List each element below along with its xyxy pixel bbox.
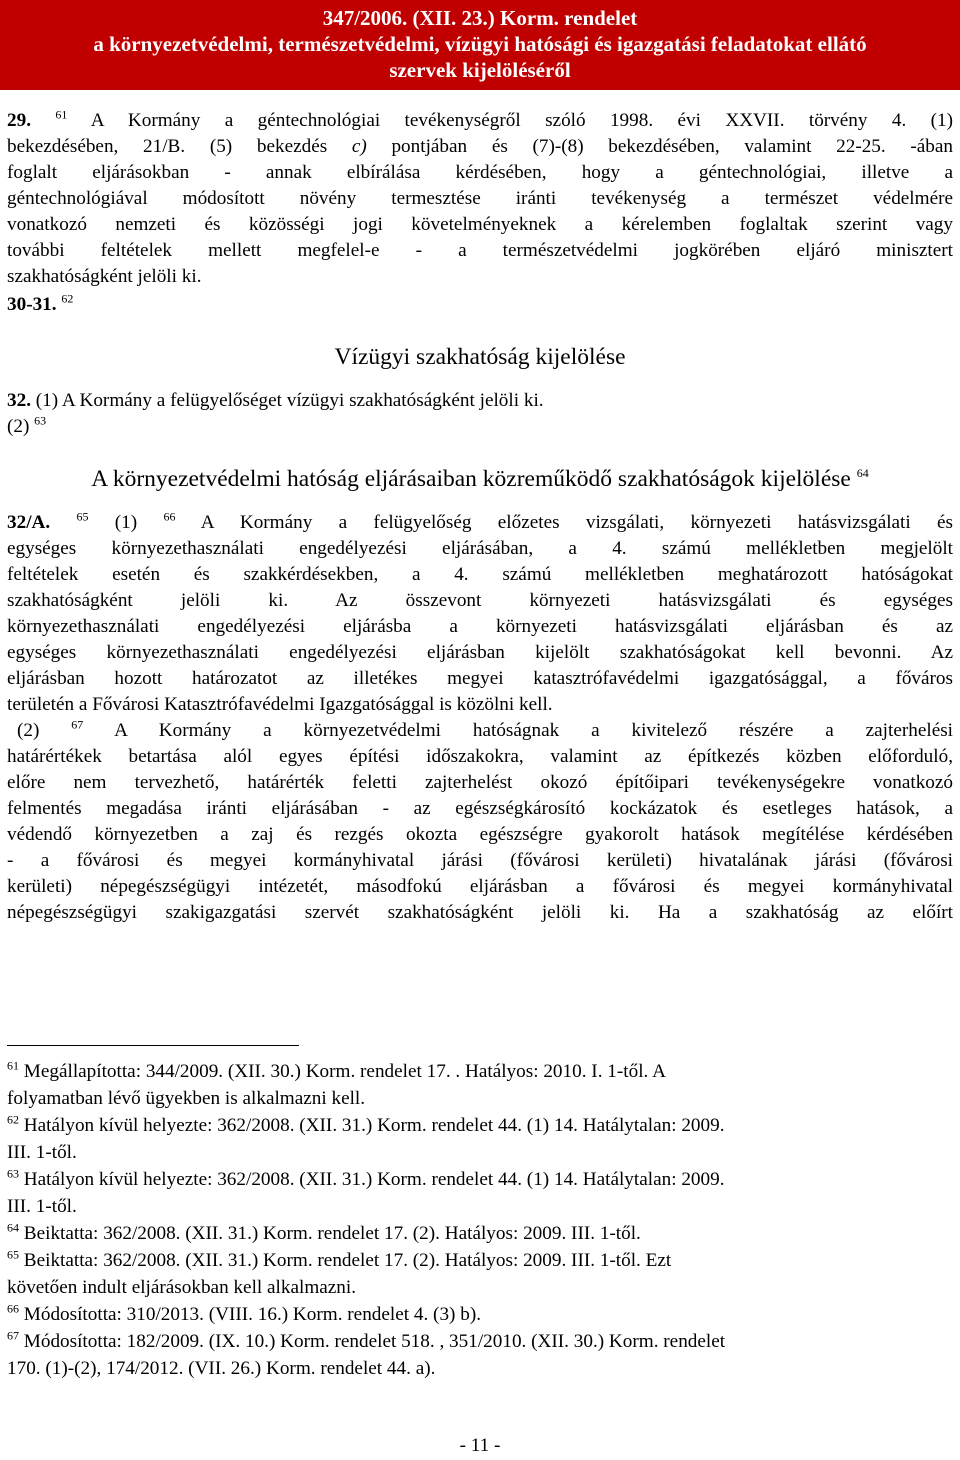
text-span: bekezdésében, 21/B. (5) bekezdés (7, 136, 352, 157)
text-span: c) (351, 136, 367, 157)
footnotes (7, 1058, 953, 1382)
footnote-text: Módosította: 182/2009. (IX. 10.) Korm. rendelet 518. , 351/2010. (XII. 30.) Korm. rendelet (23, 1331, 726, 1352)
text-line: foglalt eljárásokban - annak elbírálása kérdésében, hogy a géntechnológiai, illetve a (7, 162, 953, 183)
text-line: előre nem tervezhető, határérték feletti zajterhelést okozó építőipari tevékenységekre vonatkozó (7, 772, 953, 793)
text-line: eljárásban hozott határozatot az illetékes megyei katasztrófavédelmi igazgatósággal, a főváros (7, 668, 953, 689)
text-line: feltételek esetén és szakkérdésekben, a 4. számú mellékletben meghatározott hatóságokat (7, 564, 953, 585)
header-title: 347/2006. (XII. 23.) Korm. rendelet (322, 6, 638, 30)
section-number: 32. (7, 390, 31, 411)
footnote-number: 63 (7, 1166, 19, 1181)
footnote-number: 67 (7, 1328, 19, 1343)
footnote-ref[interactable]: 67 (71, 717, 84, 732)
text-line: egységes környezethasználati engedélyezési eljárásában, a 4. számú mellékletben megjelölt (7, 538, 953, 559)
text-span: pontjában és (7)-(8) bekezdésében, valamint 22-25. -ában (366, 136, 953, 157)
paragraph-32-2 (7, 414, 953, 440)
footnote-text: Hatályon kívül helyezte: 362/2008. (XII. 31.) Korm. rendelet 44. (1) 14. Hatálytalan: 2009. (23, 1115, 725, 1136)
section-heading: Vízügyi szakhatóság kijelölése (334, 344, 626, 370)
footnote (7, 1328, 953, 1355)
footnote (7, 1247, 953, 1274)
footnote (7, 1166, 953, 1193)
footnote (7, 1220, 953, 1247)
header-subtitle: a környezetvédelmi, természetvédelmi, vízügyi hatósági és igazgatási feladatokat ellátó (93, 32, 867, 56)
footnote (7, 1058, 953, 1085)
footnote-number: 62 (7, 1112, 19, 1127)
footnote-continuation: 170. (1)-(2), 174/2012. (VII. 26.) Korm. rendelet 44. a). (7, 1358, 436, 1379)
text-line: géntechnológiával módosított növény termesztése iránti tevékenység a természet védelmére (7, 188, 953, 209)
footnote-text: Módosította: 310/2013. (VIII. 16.) Korm. rendelet 4. (3) b). (23, 1304, 482, 1325)
paragraph-30-31 (7, 292, 953, 318)
footnote-divider (7, 1045, 299, 1046)
text-line: környezethasználati engedélyezési eljárásba a környezeti hatásvizsgálati eljárásban és az (7, 616, 953, 637)
footnote-text: Beiktatta: 362/2008. (XII. 31.) Korm. rendelet 17. (2). Hatályos: 2009. III. 1-től. Ezt (23, 1250, 672, 1271)
footnote-ref[interactable]: 63 (34, 413, 47, 428)
section-number: 32/A. (7, 512, 51, 533)
document-body (7, 108, 953, 926)
paragraph-29 (7, 108, 953, 134)
footnote-number: 64 (7, 1220, 19, 1235)
text-span: A Kormány a környezetvédelmi hatóságnak a kivitelező részére a zajterhelési (114, 720, 954, 741)
footnote-continuation: III. 1-től. (7, 1196, 77, 1217)
footnote (7, 1301, 953, 1328)
footnote-continuation: folyamatban lévő ügyekben is alkalmazni kell. (7, 1088, 366, 1109)
footnote-number: 61 (7, 1058, 19, 1073)
header-subtitle-2: szervek kijelöléséről (389, 58, 571, 82)
footnote-ref[interactable]: 61 (55, 107, 68, 122)
text-line: további feltételek mellett megfelel-e - a természetvédelmi jogkörében eljáró minisztert (7, 240, 953, 261)
footnote-ref[interactable]: 66 (163, 509, 176, 524)
text-line: - a fővárosi és megyei kormányhivatal járási (fővárosi kerületi) hivatalának járási (fővárosi (7, 850, 953, 871)
text-line (7, 134, 953, 160)
subsection-number: (1) (114, 512, 138, 533)
text-span: (1) A Kormány a felügyelőséget vízügyi szakhatóságként jelöli ki. (30, 390, 544, 411)
paragraph-32 (7, 388, 953, 414)
text-line: határértékek betartása alól egyes építési időszakokra, valamint az építkezés közben előforduló, (7, 746, 953, 767)
text-line: vonatkozó nemzeti és közösségi jogi követelményeknek a kérelemben foglaltak szerint vagy (7, 214, 953, 235)
section-number: 30-31. (7, 294, 57, 315)
text-line: népegészségügyi szakigazgatási szervét szakhatóságként jelöli ki. Ha a szakhatóság az előírt (7, 902, 953, 923)
subsection-number: (2) (17, 720, 40, 741)
subsection-number: (2) (7, 416, 30, 437)
paragraph-32A (7, 510, 953, 536)
footnote-number: 65 (7, 1247, 19, 1262)
heading-text: A környezetvédelmi hatóság eljárásaiban közreműködő szakhatóságok kijelölése (91, 466, 851, 492)
footnote-text: Megállapította: 344/2009. (XII. 30.) Korm. rendelet 17. . Hatályos: 2010. I. 1-től. A (23, 1061, 666, 1082)
text-line: szakhatóságként jelöli ki. (7, 266, 202, 287)
footnote-continuation: követően indult eljárásokban kell alkalmazni. (7, 1277, 356, 1298)
footnote-text: Hatályon kívül helyezte: 362/2008. (XII. 31.) Korm. rendelet 44. (1) 14. Hatálytalan: 2009. (23, 1169, 725, 1190)
footnote-ref[interactable]: 65 (76, 509, 89, 524)
text-span: A Kormány a felügyelőség előzetes vizsgálati, környezeti hatásvizsgálati és (200, 512, 954, 533)
text-line: szakhatóságként jelöli ki. Az összevont környezeti hatásvizsgálati és egységes (7, 590, 953, 611)
text-line: egységes környezethasználati engedélyezési eljárásban kijelölt szakhatóságokat kell bevonni. Az (7, 642, 953, 663)
section-number: 29. (7, 110, 31, 131)
text-line: védendő környezetben a zaj és rezgés okozta egészségre gyakorolt hatások megítélése kérdésében (7, 824, 953, 845)
text-line: területén a Fővárosi Katasztrófavédelmi Igazgatósággal is közölni kell. (7, 694, 553, 715)
text-line: felmentés megadása iránti eljárásában - az egészségkárosító kockázatok és esetleges hatások, a (7, 798, 953, 819)
page-number: - 11 - (459, 1435, 501, 1456)
text-line: A Kormány a géntechnológiai tevékenységről szóló 1998. évi XXVII. törvény 4. (1) (90, 110, 954, 131)
text-line: kerületi) népegészségügyi intézetét, másodfokú eljárásban a fővárosi és megyei kormányhivatal (7, 876, 953, 897)
footnote-continuation: III. 1-től. (7, 1142, 77, 1163)
footnote-ref[interactable]: 62 (61, 291, 74, 306)
footnote-number: 66 (7, 1301, 19, 1316)
footnote-ref[interactable]: 64 (856, 466, 869, 481)
paragraph-32A-2 (7, 718, 953, 744)
section-heading (7, 466, 953, 492)
footnote (7, 1112, 953, 1139)
footnote-text: Beiktatta: 362/2008. (XII. 31.) Korm. rendelet 17. (2). Hatályos: 2009. III. 1-től. (23, 1223, 641, 1244)
document-header (0, 0, 960, 90)
